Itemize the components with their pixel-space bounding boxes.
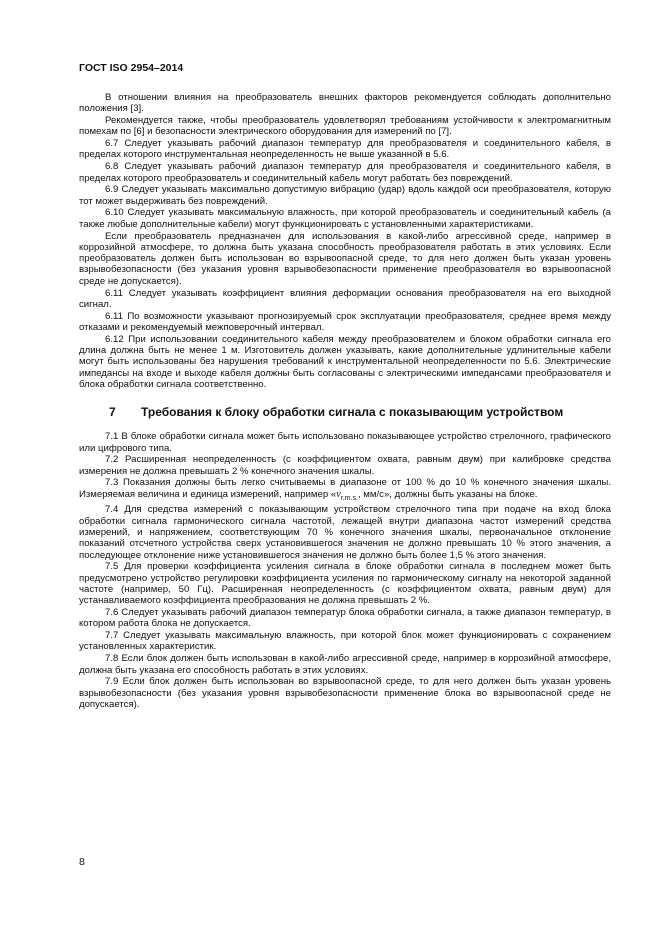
section-6-continued xyxy=(79,92,611,390)
paragraph-7-5: 7.5 Для проверки коэффициента усиления сигнала в блоке обработки сигнала в последнем может быть предусмотрено устройство регулировки коэффициента усиления по гармоническому сигналу на некоторой заданной частоте (например, 50 Гц). Расширенная неопределенность (с коэффициентом охвата, равным двум) для устанавливаемого коэффициента преобразования не должна превышать 2 %. xyxy=(79,561,611,607)
paragraph-7-9: 7.9 Если блок должен быть использован во взрывоопасной среде, то для него должен быть указан уровень взрывобезопасности (без указания уровня взрывобезопасности применение блока во взрывоопасной среде не допускается). xyxy=(79,676,611,710)
section-heading xyxy=(79,405,611,419)
paragraph-6-12: 6.12 При использовании соединительного кабеля между преобразователем и блоком обработки сигнала его длина должна быть не менее 1 м. Изготовитель должен указывать, какие дополнительные удлинительные кабели могут быть использованы без нарушения требований к инструментальной неопределенности по 5.6. Электрические импедансы на входе и выходе кабеля должны быть согласованы с электрическими импедансами преобразователя и блока обработки сигнала соответственно. xyxy=(79,333,611,390)
paragraph-7-7: 7.7 Следует указывать максимальную влажность, при которой блок может функционировать с сохранением установленных характеристик. xyxy=(79,630,611,653)
page-number: 8 xyxy=(79,856,85,868)
section-title: Требования к блоку обработки сигнала с показывающим устройством xyxy=(141,405,564,420)
paragraph-6-10: 6.10 Следует указывать максимальную влажность, при которой преобразователь и соединительный кабель (а также любые дополнительные кабели) могут функционировать с установленными характеристиками. xyxy=(79,207,611,230)
rms-subscript: r.m.s. xyxy=(340,494,358,502)
paragraph-7-3-text-a: 7.3 Показания должны быть легко считываемы в диапазоне от 100 % до 10 % конечного значения шкалы. Измеряемая величина и единица измерений, например « xyxy=(79,477,611,500)
paragraph-6-7: 6.7 Следует указывать рабочий диапазон температур для преобразователя и соединительного кабеля, в пределах которого инструментальная неопределенность не выше указанной в 5.6. xyxy=(79,138,611,161)
document-page xyxy=(79,62,611,711)
paragraph-6-8: 6.8 Следует указывать рабочий диапазон температур для преобразователя и соединительного кабеля, в пределах которого преобразователь и соединительный кабель могут работать без повреждений. xyxy=(79,161,611,184)
paragraph-7-6: 7.6 Следует указывать рабочий диапазон температур блока обработки сигнала, а также диапазон температур, в котором работа блока не допускается. xyxy=(79,607,611,630)
paragraph-7-1: 7.1 В блоке обработки сигнала может быть использовано показывающее устройство стрелочного, графического или цифрового типа. xyxy=(79,431,611,454)
paragraph: Если преобразователь предназначен для использования в какой-либо агрессивной среде, например в коррозийной атмосфере, то должна быть указана способность преобразователя работать в этих условиях. Если преобразователь должен быть использован во взрывоопасной среде, то для него должен быть указан уровень взрывобезопасности (без указания уровня взрывобезопасности применение преобразователя во взрывоопасной среде не допускается). xyxy=(79,230,611,287)
paragraph-6-9: 6.9 Следует указывать максимально допустимую вибрацию (удар) вдоль каждой оси преобразователя, которую тот может выдерживать без повреждений. xyxy=(79,184,611,207)
paragraph-7-8: 7.8 Если блок должен быть использован в какой-либо агрессивной среде, например в коррозийной атмосфере, должна быть указана его способность работать в этих условиях. xyxy=(79,653,611,676)
paragraph: Рекомендуется также, чтобы преобразователь удовлетворял требованиям устойчивости к электромагнитным помехам по [6] и безопасности электрического оборудования для измерений по [7]. xyxy=(79,115,611,138)
paragraph-7-3-text-b: , мм/с», должны быть указаны на блоке. xyxy=(357,488,538,500)
paragraph: В отношении влияния на преобразователь внешних факторов рекомендуется соблюдать дополнительно положения [3]. xyxy=(79,92,611,115)
velocity-symbol: v xyxy=(336,488,341,500)
paragraph-7-2: 7.2 Расширенная неопределенность (с коэффициентом охвата, равным двум) при калибровке средства измерения не должна превышать 2 % конечного значения шкалы. xyxy=(79,454,611,477)
paragraph-7-4: 7.4 Для средства измерений с показывающим устройством стрелочного типа при подаче на вход блока обработки сигнала гармонического сигнала частотой, лежащей внутри диапазона частот измерений средства измерений, и напряжением, соответствующим 70 % конечного значения шкалы, первоначальное отклонение показаний отсчетного устройства сверх установившегося значения не должно превышать 10 % этого значения, а последующее отклонение ниже установившегося значения не должно быть более 1,5 % этого значения. xyxy=(79,504,611,561)
document-header: ГОСТ ISO 2954–2014 xyxy=(79,62,184,74)
section-7-body xyxy=(79,431,611,710)
paragraph-7-3 xyxy=(79,477,611,504)
section-number: 7 xyxy=(109,405,116,420)
paragraph-6-11: 6.11 Следует указывать коэффициент влияния деформации основания преобразователя на его выходной сигнал. xyxy=(79,287,611,310)
paragraph-6-11b: 6.11 По возможности указывают прогнозируемый срок эксплуатации преобразователя, среднее время между отказами и рекомендуемый межповерочный интервал. xyxy=(79,310,611,333)
